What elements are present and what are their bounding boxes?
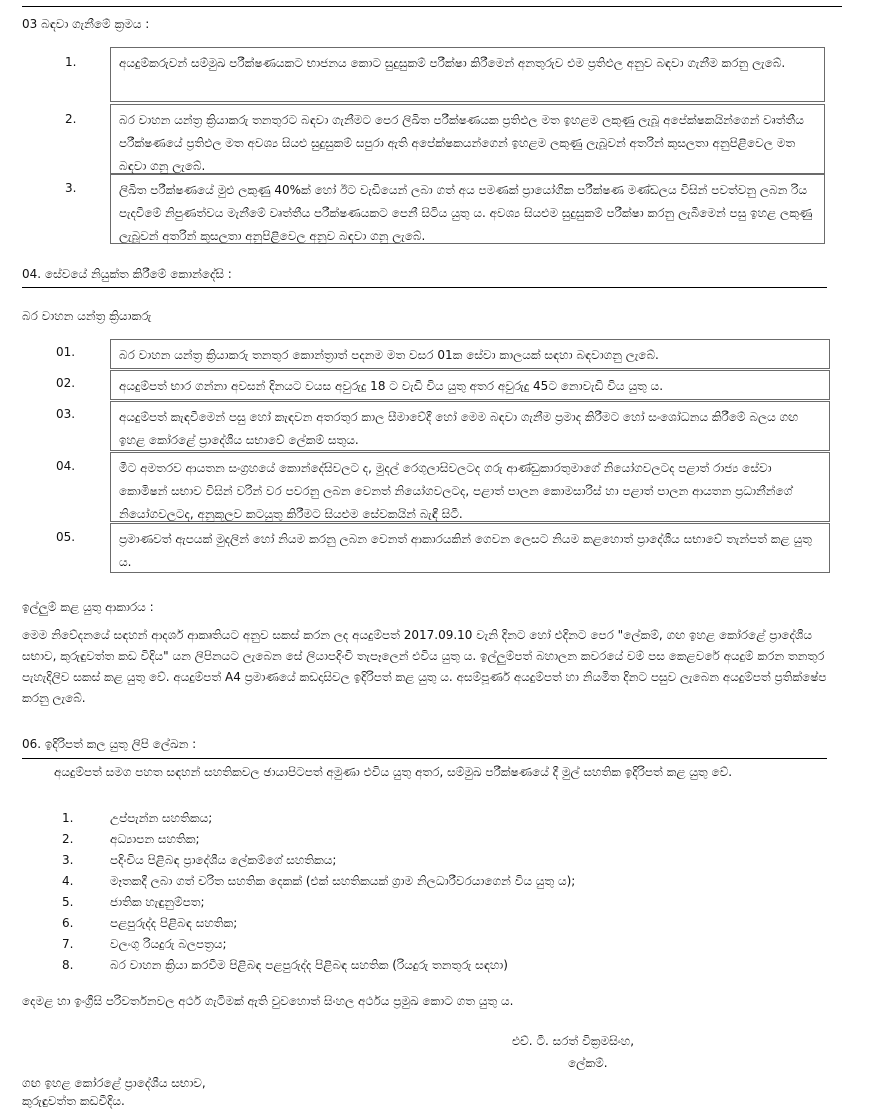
signature-name: එච්. ටී. සරත් වික්‍රමසිංහ,	[512, 1034, 635, 1048]
section4-item4-text: මීට අමතරව ආයතන සංග්‍රහයේ කොන්දේසිවලට ද, මුදල් රෙගුලාසිවලටද ගරු ආණ්ඩුකාරතුමාගේ නියෝගවලටද පළාත් රාජ්‍ය සේවා කොමිෂන් සභාව විසින් වරින් වර පවරනු ලබන වෙනත් නියෝගවලටද, පළාත් පාලන කොමසාරිස් හා පළාත් පාලන ආයතන ප්‍රධානීන්ගේ නියෝගවලටද, අනුකූලව කටයුතු කිරීමට සියළුම සේවකයින් බැඳී සිටී.	[110, 452, 830, 522]
section4-item1-number: 01.	[56, 345, 76, 359]
section4-item3-number: 03.	[56, 407, 76, 421]
doc-list-item-3	[62, 851, 336, 870]
section3-heading: 03 බඳවා ගැනීමේ ක්‍රමය :	[22, 17, 150, 31]
top-rule	[22, 6, 842, 7]
section4-item1-text: බර වාහන යන්ත්‍ර ක්‍රියාකරු තනතුර කොන්ත්‍රාත් පදනම මත වසර 01ක සේවා කාලයක් සඳහා බඳවාගනු ලැබේ.	[110, 339, 830, 369]
section4-item3-text: අයදුම්පත් කැඳවීමෙන් පසු හෝ කැඳවන අතරතුර කාල සීමාවේදී හෝ මෙම බඳවා ගැනීම ප්‍රමාද කිරීමට හෝ සංශෝධනය කිරීමේ බලය ගඟ ඉහළ කෝරළේ ප්‍රාදේශීය සභාවේ ලේකම් සතුය.	[110, 401, 830, 451]
doc-list-item-8	[62, 956, 508, 975]
section4-item2-text: අයදුම්පත් භාර ගන්නා අවසන් දිනයට වයස අවුරුදු 18 ට වැඩි විය යුතු අතර අවුරුදු 45ට නොවැඩි විය යුතු ය.	[110, 370, 830, 400]
doc-number: 2.	[62, 832, 74, 846]
doc-label: පදිංචිය පිළිබඳ ප්‍රාදේශීය ලේකම්ගේ සහතිකය;	[110, 853, 337, 867]
section3-item1-number: 1.	[65, 55, 77, 69]
section4-heading: 04. සේවයේ නියුක්ත කිරීමේ කොන්දේසි :	[22, 267, 232, 281]
address-line-1: ගඟ ඉහළ කෝරළේ ප්‍රාදේශීය සභාව,	[22, 1076, 206, 1090]
doc-list-item-4	[62, 872, 575, 891]
section4-item4-number: 04.	[56, 459, 76, 473]
doc-label: පළපුරුද්ද පිළිබඳ සහතික;	[110, 916, 238, 930]
section5-heading: ඉල්ලුම් කළ යුතු ආකාරය :	[22, 600, 154, 614]
section3-item3-number: 3.	[65, 181, 77, 195]
doc-list-item-6	[62, 914, 237, 933]
doc-label: අධ්‍යාපන සහතික;	[110, 832, 200, 846]
section5-text: මෙම නිවේදනයේ සඳහන් ආදර්ශ ආකෘතියට අනුව සකස් කරන ලද අයදුම්පත් 2017.09.10 වැනි දිනට හෝ එදිනට පෙර "ලේකම්, ගඟ ඉහළ කෝරළේ ප්‍රාදේශීය සභාව, කුරුඳුවත්ත කඩ විදිය" යන ලිපිනයට ලැබෙන සේ ලියාපදිංචි තැපෑලෙන් එවිය යුතු ය. ඉල්ලුම්පත් බහාලන කවරයේ වම් පස කෙළවරේ අයදුම් කරන තනතුර පැහැදිලිව සකස් කළ යුතු වේ. අයදුම්පත් A4 ප්‍රමාණයේ කඩදාසිවල ඉදිරිපත් කළ යුතු ය. අසම්පූර්ණ අයදුම්පත් හා නියමිත දිනට පසුව ලැබෙන අයදුම්පත් ප්‍රතික්ෂේප කරනු ලැබේ.	[22, 628, 827, 705]
section3-item2-text: බර වාහන යන්ත්‍ර ක්‍රියාකරු තනතුරට බඳවා ගැනීමට පෙර ලිඛිත පරීක්ෂණයක ප්‍රතිඵල මත ඉහළම ලකුණු ලැබූ අපේක්ෂකයින්ගෙන් වෘත්තීය පරීක්ෂණයේ ප්‍රතිඵල මත අවශ්‍ය සියළු සුදුසුකම් සපුරා ඇති අපේක්ෂකයන්ගෙන් ඉහළම ලකුණු ලැබූවන් අතරින් කුසලතා අනුපිළිවෙල මත බඳවා ගනු ලැබේ.	[110, 104, 825, 174]
doc-label: මෑතකදී ලබා ගත් චරිත සහතික දෙකක් (එක් සහතිකයක් ග්‍රාම නිලධාරීවරයාගෙන් විය යුතු ය);	[110, 874, 576, 888]
doc-number: 8.	[62, 958, 74, 972]
section3-item2-number: 2.	[65, 112, 77, 126]
section6-heading: 06. ඉදිරිපත් කල යුතු ලිපි ලේඛන :	[22, 737, 197, 751]
doc-number: 1.	[62, 811, 74, 825]
section3-item3-text: ලිඛිත පරීක්ෂණයේ මුළු ලකුණු 40%ක් හෝ ඊට වැඩියෙන් ලබා ගත් අය පමණක් ප්‍රායෝගික පරීක්ෂණ මණ්ඩලය විසින් පවත්වනු ලබන රිය පැදවීමේ නිපුණත්වය මැනීමේ වෘත්තීය පරීක්ෂණයකට පෙනී සිටිය යුතු ය. අවශ්‍ය සියළුම සුදුසුකම් පරීක්ෂා කරනු ලැබීමෙන් පසු ඉහළ ලකුණු ලැබූවන් අතරින් කුසලතා අනුපිළිවෙල අනුව බඳවා ගනු ලැබේ.	[110, 174, 825, 244]
section4-item5-text: ප්‍රමාණවත් ඇපයක් මුදලින් හෝ නියම කරනු ලබන වෙනත් ආකාරයකින් ගෙවන ලෙසට නියම කළහොත් ප්‍රාදේශීය සභාවේ තැන්පත් කළ යුතු ය.	[110, 523, 830, 573]
doc-label: වලංගු රියදුරු බලපත්‍රය;	[110, 937, 227, 951]
doc-number: 6.	[62, 916, 74, 930]
doc-label: උප්පැන්න සහතිකය;	[110, 811, 213, 825]
section4-item2-number: 02.	[56, 376, 76, 390]
doc-number: 3.	[62, 853, 74, 867]
doc-list-item-7	[62, 935, 227, 954]
doc-list-item-1	[62, 809, 212, 828]
doc-number: 4.	[62, 874, 74, 888]
doc-label: බර වාහන ක්‍රියා කරවීම පිළිබඳ පළපුරුද්ද පිළිබඳ සහතික (රියදුරු තනතුරු සඳහා)	[110, 958, 508, 972]
doc-number: 7.	[62, 937, 74, 951]
doc-label: ජාතික හැඳුනුම්පත;	[110, 895, 205, 909]
signature-title: ලේකම්.	[568, 1056, 608, 1070]
section3-item1-text: අයදුම්කරුවන් සම්මුඛ පරීක්ෂණයකට භාජනය කොට සුදුසුකම් පරීක්ෂා කිරීමෙන් අනතුරුව එම ප්‍රතිඵල අනුව බඳවා ගැනීම කරනු ලැබේ.	[110, 47, 825, 102]
doc-list-item-5	[62, 893, 205, 912]
doc-number: 5.	[62, 895, 74, 909]
section6-rule	[22, 758, 827, 759]
section4-rule	[22, 287, 827, 288]
section4-subheading: බර වාහන යන්ත්‍ර ක්‍රියාකරු	[22, 309, 152, 323]
section4-item5-number: 05.	[56, 530, 76, 544]
address-line-2: කුරුඳුවත්ත කඩවීදිය.	[22, 1094, 125, 1108]
doc-list-item-2	[62, 830, 199, 849]
section6-intro: අයදුම්පත් සමග පහත සඳහන් සහතිකවල ඡායාපිටපත් අමුණා එවිය යුතු අතර, සම්මුඛ පරීක්ෂණයේ දී මුල් සහතික ඉදිරිපත් කළ යුතු වේ.	[54, 765, 733, 779]
language-note: දෙමළ හා ඉංග්‍රීසි පරිවර්තනවල අර්ථ ගැටීමක් ඇති වුවහොත් සිංහල අර්ථය ප්‍රමුඛ කොට ගත යුතු ය.	[22, 994, 514, 1008]
